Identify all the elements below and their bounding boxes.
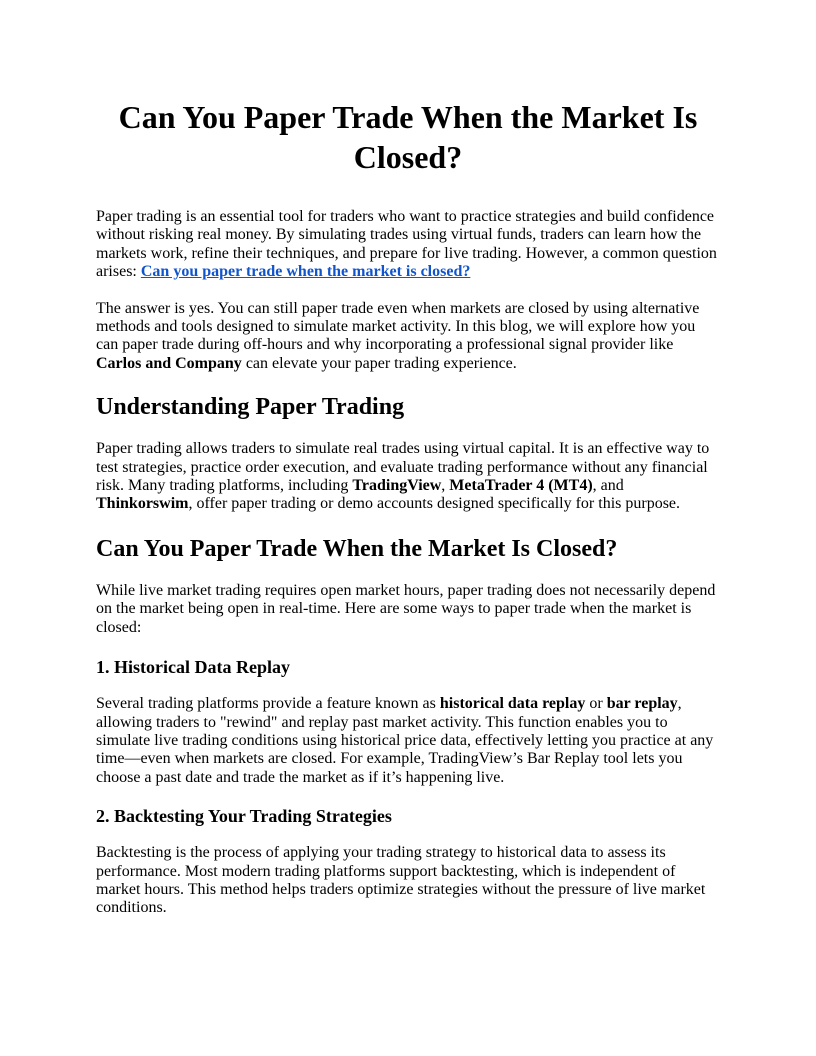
page-title: Can You Paper Trade When the Market Is Closed? [118, 99, 698, 175]
platform-mt4: MetaTrader 4 (MT4) [449, 477, 593, 495]
section-heading-closed-market: Can You Paper Trade When the Market Is Closed? [96, 535, 618, 562]
body-text: , allowing traders to "rewind" and replay past market activity. This function enables you to simulate live trading conditions using historical price data, effectively letting you practice at any time—even when markets are closed. For example, TradingView’s Bar Replay tool lets you choose a past date and trade the market as if it’s happening live. [96, 695, 714, 786]
body-text: Several trading platforms provide a feature known as [96, 695, 440, 713]
intro-text: Paper trading is an essential tool for traders who want to practice strategies and build confidence without risking real money. By simulating trades using virtual funds, traders can learn how the markets work, refine their techniques, and prepare for live trading. However, a common question arises: [96, 208, 717, 281]
subheading-backtesting: 2. Backtesting Your Trading Strategies [96, 806, 392, 827]
platform-thinkorswim: Thinkorswim [96, 495, 189, 513]
paragraph-backtesting: Backtesting is the process of applying your trading strategy to historical data to assess its performance. Most modern trading platforms support backtesting, which is independent of market hours. This method helps traders optimize strategies without the pressure of live market conditions. [96, 844, 706, 917]
separator: , and [592, 477, 624, 495]
separator: or [585, 695, 607, 713]
intro-paragraph-1 [96, 208, 720, 282]
document-page [96, 0, 720, 918]
section-paragraph-closed-market: While live market trading requires open market hours, paper trading does not necessarily depend on the market being open in real-time. Here are some ways to paper trade when the market is closed: [96, 581, 716, 636]
paragraph-historical-replay [96, 695, 720, 787]
body-text: Paper trading allows traders to simulate real trades using virtual capital. It is an effective way to test strategies, practice order execution, and evaluate trading performance without any financial risk. Many trading platforms, including [96, 440, 710, 495]
separator: , [441, 477, 450, 495]
subheading-historical-replay: 1. Historical Data Replay [96, 657, 290, 678]
platform-tradingview: TradingView [352, 477, 442, 495]
intro-text-2b: can elevate your paper trading experience. [241, 354, 517, 372]
section-heading-understanding: Understanding Paper Trading [96, 394, 405, 421]
intro-text-2a: The answer is yes. You can still paper trade even when markets are closed by using alternative methods and tools designed to simulate market activity. In this blog, we will explore how you can paper trade during off-hours and why incorporating a professional signal provider like [96, 299, 700, 354]
term-historical-data-replay: historical data replay [439, 695, 586, 713]
section-paragraph-understanding [96, 440, 720, 514]
intro-paragraph-2 [96, 300, 720, 374]
company-name: Carlos and Company [96, 354, 242, 372]
question-link[interactable]: Can you paper trade when the market is closed? [140, 263, 471, 281]
term-bar-replay: bar replay [606, 695, 678, 713]
body-text: , offer paper trading or demo accounts designed specifically for this purpose. [188, 495, 681, 513]
